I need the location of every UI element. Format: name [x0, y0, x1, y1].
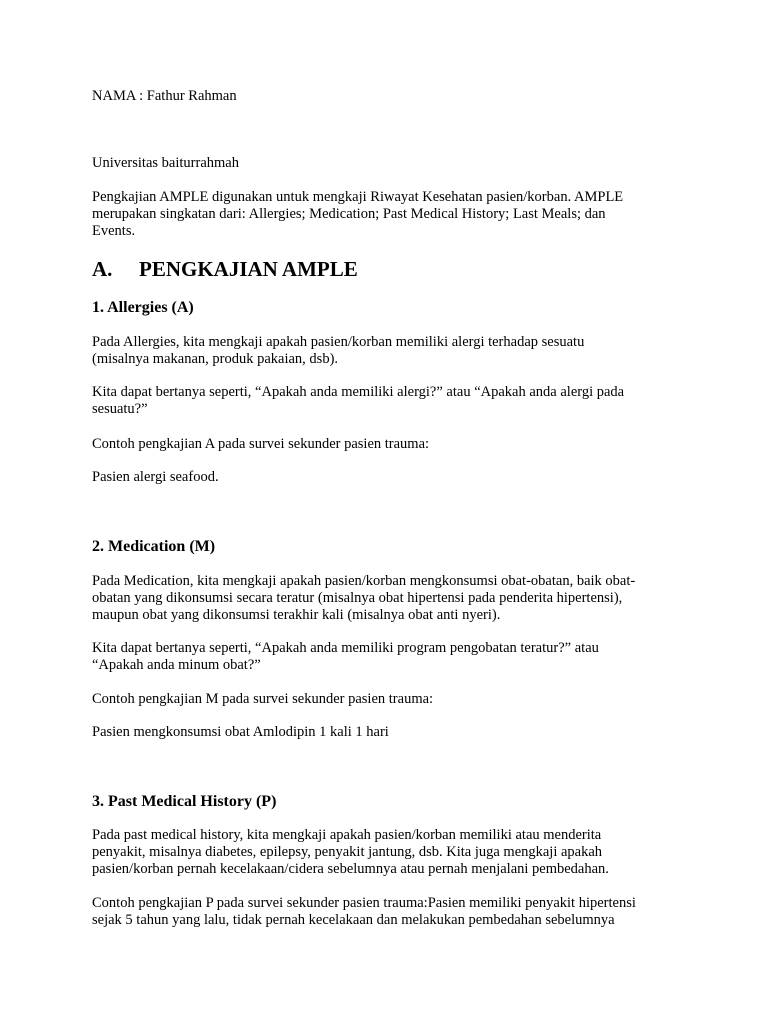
section-heading-medication: 2. Medication (M)	[92, 538, 216, 555]
allergies-question: Kita dapat bertanya seperti, “Apakah anda memiliki alergi?” atau “Apakah anda alergi pada sesuatu?”	[92, 384, 625, 417]
medication-example: Pasien mengkonsumsi obat Amlodipin 1 kali 1 hari	[92, 724, 389, 740]
section-heading-past-medical-history: 3. Past Medical History (P)	[92, 793, 277, 810]
allergies-example: Pasien alergi seafood.	[92, 469, 219, 485]
medication-question: Kita dapat bertanya seperti, “Apakah anda memiliki program pengobatan teratur?” atau “Apakah anda minum obat?”	[92, 640, 599, 673]
allergies-description: Pada Allergies, kita mengkaji apakah pasien/korban memiliki alergi terhadap sesuatu (misalnya makanan, produk pakaian, dsb).	[92, 334, 585, 367]
allergies-example-label: Contoh pengkajian A pada survei sekunder pasien trauma:	[92, 436, 430, 452]
document-page	[92, 0, 692, 1024]
intro-paragraph: Pengkajian AMPLE digunakan untuk mengkaji Riwayat Kesehatan pasien/korban. AMPLE merupakan singkatan dari: Allergies; Medication; Past Medical History; Last Meals; dan Events.	[92, 189, 624, 239]
medication-example-label: Contoh pengkajian M pada survei sekunder pasien trauma:	[92, 691, 434, 707]
past-medical-history-example: Contoh pengkajian P pada survei sekunder pasien trauma:Pasien memiliki penyakit hipertensi sejak 5 tahun yang lalu, tidak pernah kecelakaan dan melakukan pembedahan sebelumnya	[92, 895, 636, 928]
medication-description: Pada Medication, kita mengkaji apakah pasien/korban mengkonsumsi obat-obatan, baik obat- obatan yang dikonsumsi secara teratur (misalnya obat hipertensi pada penderita hipertensi), maupun obat yang dikonsumsi terakhir kali (misalnya obat anti nyeri).	[92, 573, 636, 623]
university-name: Universitas baiturrahmah	[92, 155, 239, 171]
main-heading	[92, 256, 358, 282]
section-heading-allergies: 1. Allergies (A)	[92, 299, 194, 316]
student-name: NAMA : Fathur Rahman	[92, 88, 237, 104]
past-medical-history-description: Pada past medical history, kita mengkaji apakah pasien/korban memiliki atau menderita penyakit, misalnya diabetes, epilepsy, penyakit jantung, dsb. Kita juga mengkaji apakah pasien/korban pernah kecelakaan/cidera sebelumnya atau pernah menjalani pembedahan.	[92, 827, 609, 877]
main-heading-number: A.	[92, 257, 113, 281]
main-heading-title: PENGKAJIAN AMPLE	[139, 257, 358, 281]
